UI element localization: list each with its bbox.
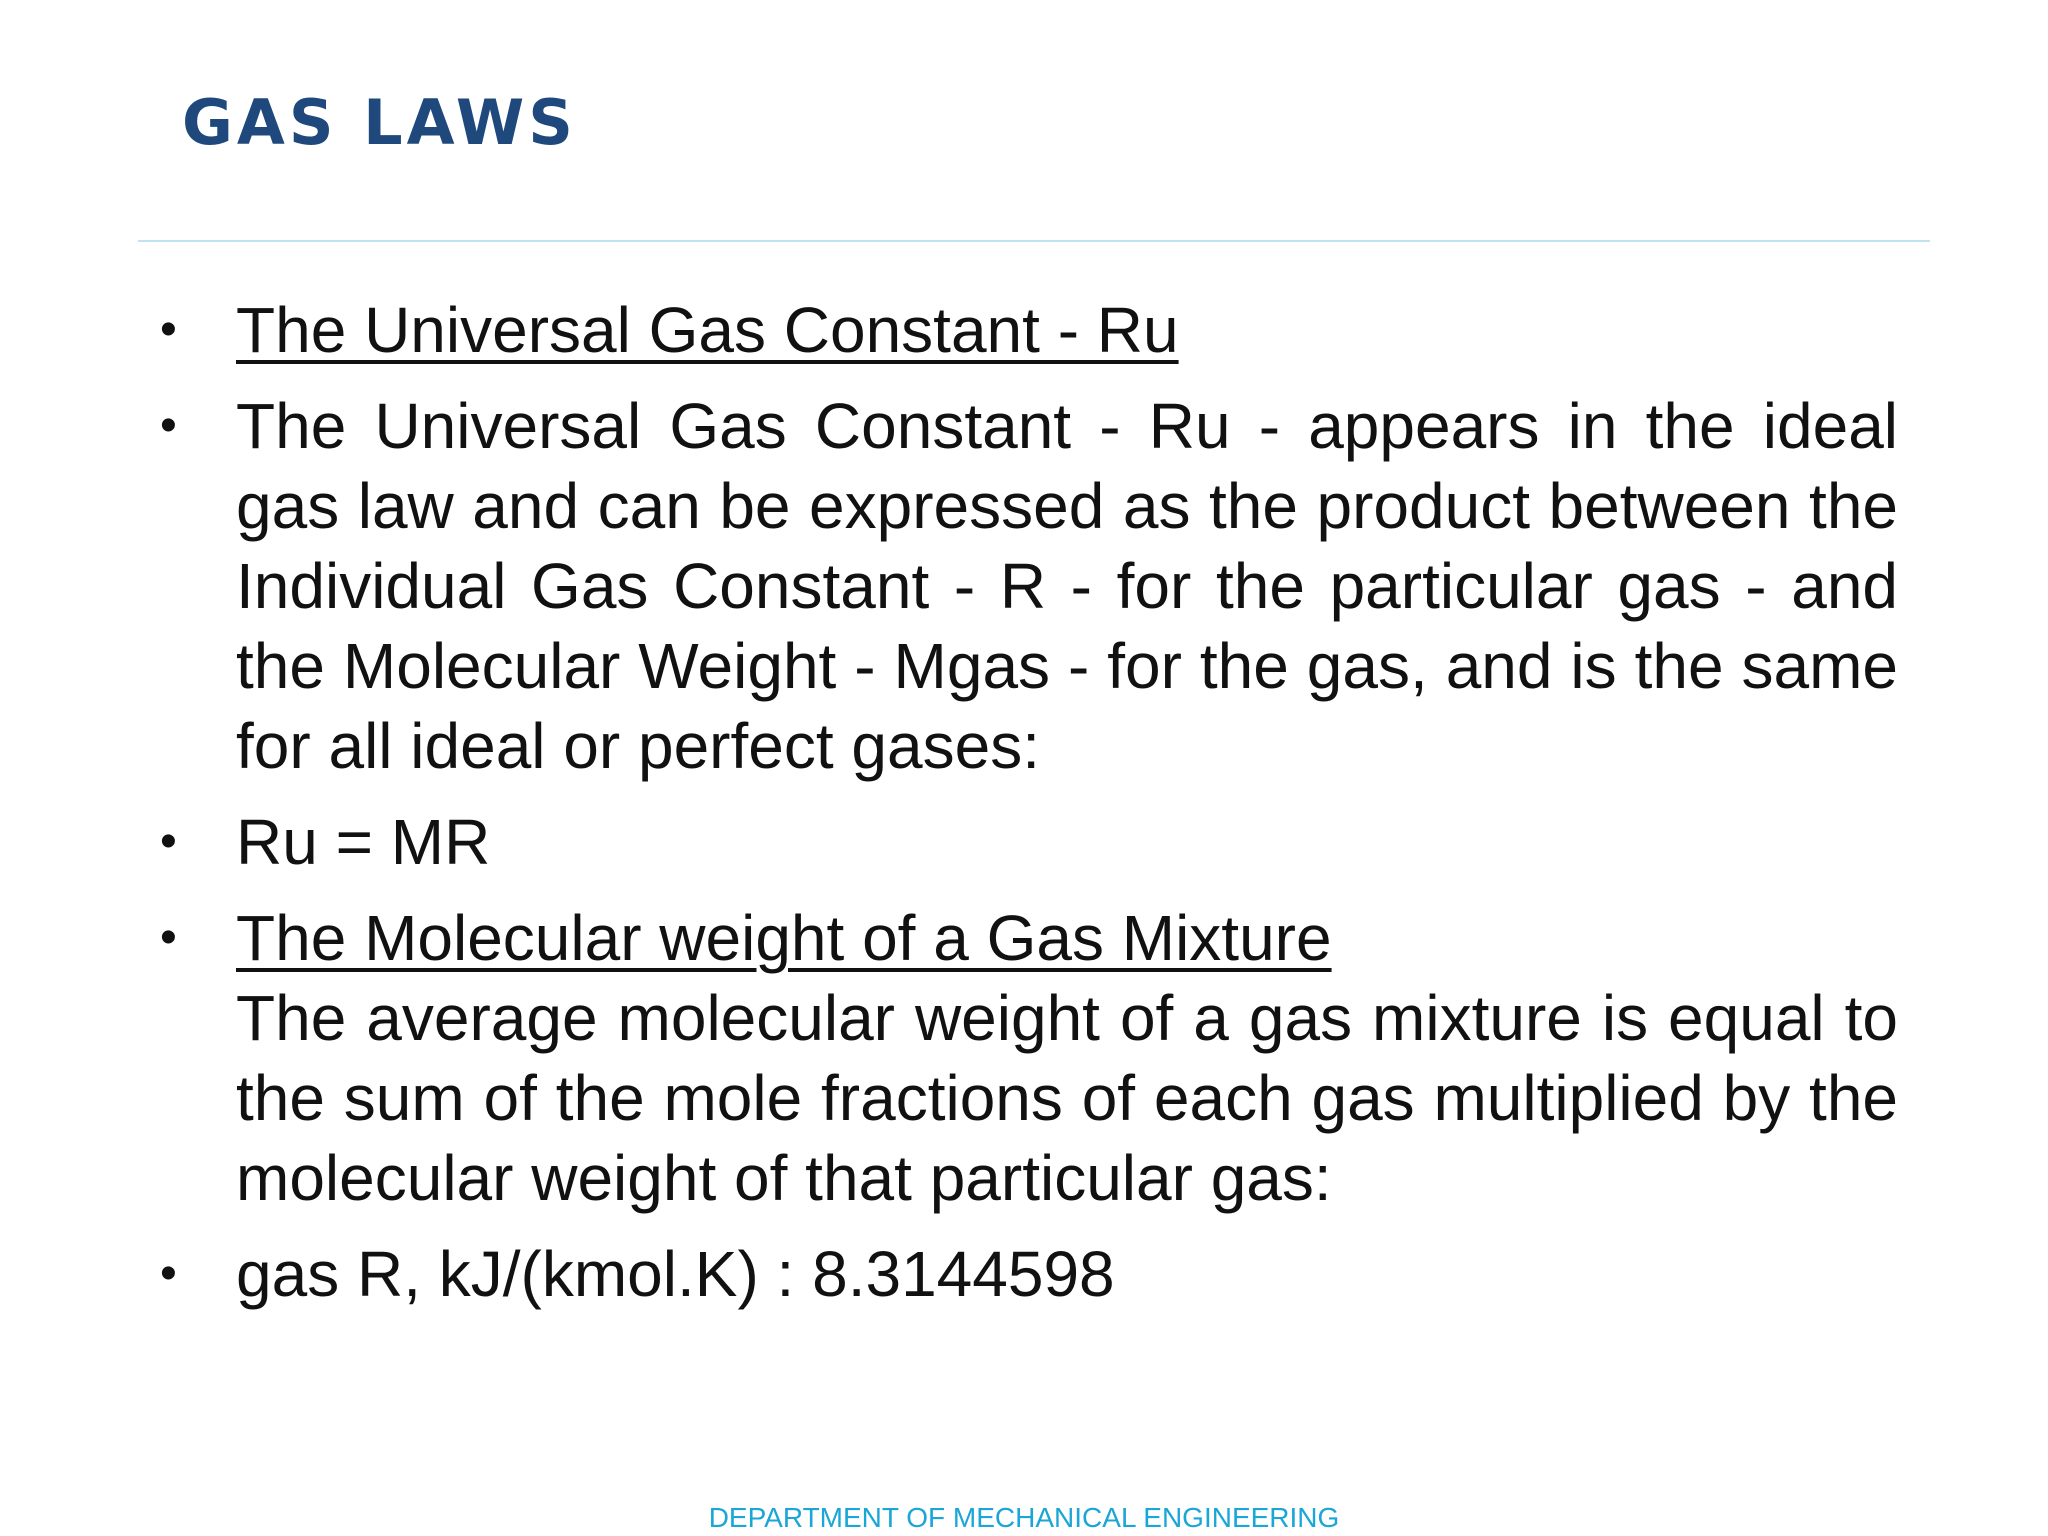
molecular-weight-mixture-description: The average molecular weight of a gas mixture is equal to the sum of the mole fractions of each gas multiplied by the molecular weight of that particular gas: bbox=[236, 982, 1898, 1214]
list-item bbox=[160, 802, 1898, 882]
universal-gas-constant-description: The Universal Gas Constant - Ru - appears in the ideal gas law and can be expressed as the product between the Individual Gas Constant - R - for the particular gas - and the Molecular Weight - Mgas - for the gas, and is the same for all ideal or perfect gases: bbox=[236, 390, 1898, 782]
bullet-icon: • bbox=[160, 815, 177, 868]
heading-universal-gas-constant: The Universal Gas Constant - Ru bbox=[236, 294, 1179, 366]
gas-constant-value: gas R, kJ/(kmol.K) : 8.3144598 bbox=[236, 1238, 1115, 1310]
heading-molecular-weight-mixture: The Molecular weight of a Gas Mixture bbox=[236, 902, 1332, 974]
list-item bbox=[160, 386, 1898, 786]
slide-title: GAS LAWS bbox=[182, 86, 577, 159]
bullet-icon: • bbox=[160, 911, 177, 964]
list-item bbox=[160, 898, 1898, 1218]
bullet-list bbox=[160, 290, 1898, 1314]
bullet-icon: • bbox=[160, 399, 177, 452]
title-divider bbox=[138, 240, 1930, 242]
list-item bbox=[160, 1234, 1898, 1314]
formula-ru: Ru = MR bbox=[236, 806, 491, 878]
bullet-icon: • bbox=[160, 1247, 177, 1300]
bullet-icon: • bbox=[160, 303, 177, 356]
footer-department: DEPARTMENT OF MECHANICAL ENGINEERING bbox=[708, 1502, 1340, 1533]
list-item bbox=[160, 290, 1898, 370]
